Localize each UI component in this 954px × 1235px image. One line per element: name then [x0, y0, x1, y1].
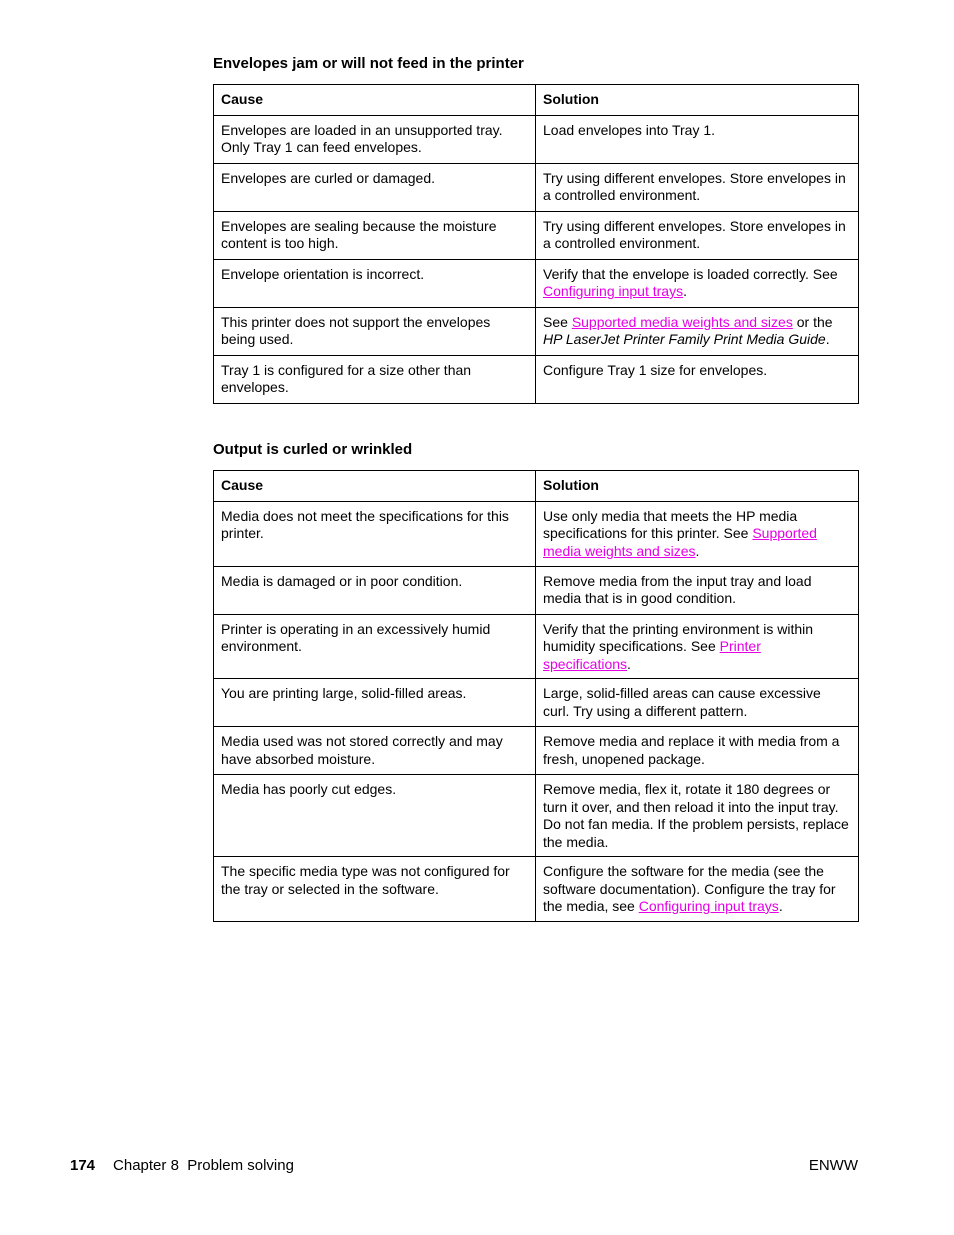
cause-cell: You are printing large, solid-filled areas.: [214, 679, 536, 727]
cause-cell: Media does not meet the specifications for this printer.: [214, 501, 536, 566]
section-title-envelopes: Envelopes jam or will not feed in the printer: [213, 55, 524, 72]
solution-text: See: [543, 313, 572, 330]
table-row: [214, 307, 859, 355]
solution-cell: [536, 501, 859, 566]
solution-cell: [536, 614, 859, 679]
solution-cell: Remove media and replace it with media from a fresh, unopened package.: [536, 727, 859, 775]
cause-cell: Media has poorly cut edges.: [214, 775, 536, 857]
supported-media-link[interactable]: Supported media weights and sizes: [571, 313, 793, 330]
solution-text: .: [683, 283, 687, 299]
configuring-input-trays-link[interactable]: Configuring input trays: [638, 898, 779, 914]
table-row: [214, 857, 859, 922]
table-row: [214, 355, 859, 403]
table-row: [214, 211, 859, 259]
cause-cell: Envelope orientation is incorrect.: [214, 259, 536, 307]
table-row: [214, 163, 859, 211]
solution-cell: [536, 259, 859, 307]
footer-right-label: ENWW: [808, 1157, 858, 1174]
page-number: 174: [70, 1157, 96, 1174]
table-row: [214, 614, 859, 679]
configuring-input-trays-link[interactable]: Configuring input trays: [543, 283, 684, 299]
cause-cell: Media is damaged or in poor condition.: [214, 566, 536, 614]
solution-cell: Try using different envelopes. Store envelopes in a controlled environment.: [536, 211, 859, 259]
solution-cell: Try using different envelopes. Store envelopes in a controlled environment.: [536, 163, 859, 211]
page-footer: [70, 1157, 858, 1174]
cause-cell: This printer does not support the envelopes being used.: [214, 307, 536, 355]
solution-cell: Configure Tray 1 size for envelopes.: [536, 355, 859, 403]
solution-text: Configure the software for the media (see the software documentation). Configure the tray for the media, see: [543, 863, 836, 914]
solution-text: Verify that the printing environment is within humidity specifications. See: [543, 620, 814, 654]
solution-text: .: [825, 331, 830, 347]
cause-cell: The specific media type was not configured for the tray or selected in the software.: [214, 857, 536, 922]
header-cause: Cause: [214, 85, 536, 116]
cause-cell: Envelopes are sealing because the moisture content is too high.: [214, 211, 536, 259]
cause-cell: Media used was not stored correctly and may have absorbed moisture.: [214, 727, 536, 775]
solution-text: .: [627, 655, 631, 672]
solution-text: .: [778, 898, 783, 914]
print-media-guide-title: HP LaserJet Printer Family Print Media Guide: [543, 331, 826, 347]
solution-cell: [536, 307, 859, 355]
table-header-row: [214, 471, 859, 502]
curled-output-table: [213, 470, 859, 922]
solution-text: .: [695, 542, 700, 559]
solution-cell: [536, 857, 859, 922]
table-row: [214, 679, 859, 727]
cause-cell: Envelopes are loaded in an unsupported tray. Only Tray 1 can feed envelopes.: [214, 115, 536, 163]
table-row: [214, 566, 859, 614]
supported-media-link[interactable]: Supported media weights and sizes: [543, 525, 817, 559]
envelopes-table: [213, 84, 859, 404]
header-solution: Solution: [536, 85, 859, 116]
table-row: [214, 259, 859, 307]
chapter-title: Chapter 8 Problem solving: [113, 1157, 294, 1174]
solution-cell: Remove media, flex it, rotate it 180 degrees or turn it over, and then reload it into the input tray. Do not fan media. If the problem persists, replace the media.: [536, 775, 859, 857]
solution-cell: Load envelopes into Tray 1.: [536, 115, 859, 163]
table-row: [214, 727, 859, 775]
solution-text: Use only media that meets the HP media specifications for this printer. See: [543, 507, 798, 541]
table-row: [214, 501, 859, 566]
solution-cell: Remove media from the input tray and load media that is in good condition.: [536, 566, 859, 614]
solution-text: or the: [792, 313, 833, 330]
table-row: [214, 115, 859, 163]
table-header-row: [214, 85, 859, 116]
printer-specifications-link[interactable]: Printer specifications: [543, 638, 761, 672]
cause-cell: Printer is operating in an excessively humid environment.: [214, 614, 536, 679]
header-solution: Solution: [536, 471, 859, 502]
section-title-curled-output: Output is curled or wrinkled: [213, 441, 413, 458]
cause-cell: Envelopes are curled or damaged.: [214, 163, 536, 211]
cause-cell: Tray 1 is configured for a size other than envelopes.: [214, 355, 536, 403]
header-cause: Cause: [214, 471, 536, 502]
solution-text: Verify that the envelope is loaded correctly. See: [543, 265, 838, 282]
solution-cell: Large, solid-filled areas can cause excessive curl. Try using a different pattern.: [536, 679, 859, 727]
table-row: [214, 775, 859, 857]
